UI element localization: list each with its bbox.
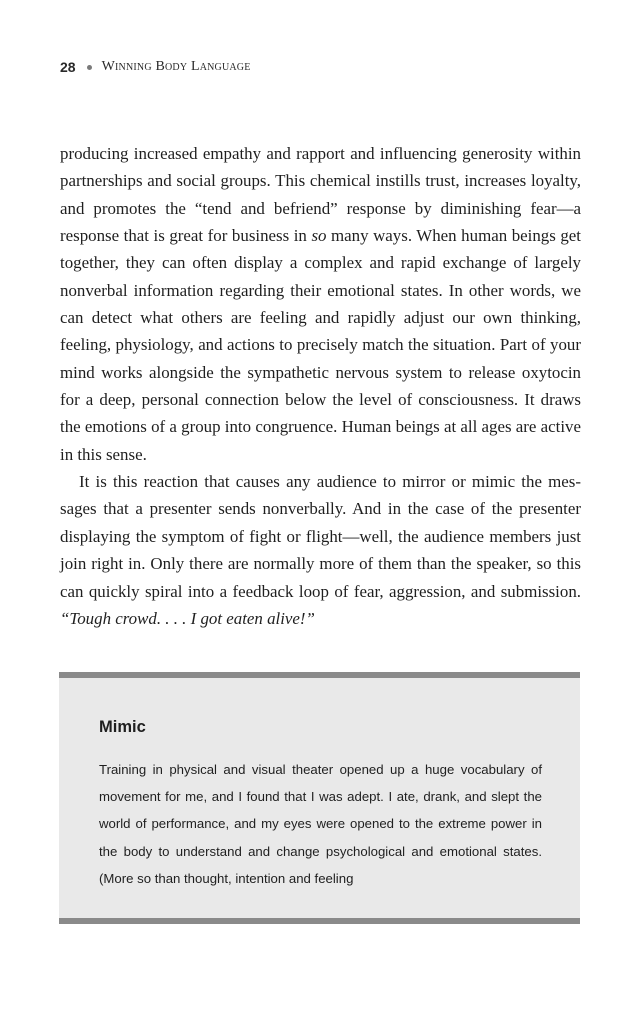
bullet-separator-icon — [87, 65, 92, 70]
running-head — [60, 58, 251, 76]
quote-tough-crowd: “Tough crowd. . . . I got eaten alive!” — [60, 608, 315, 628]
paragraph-2 — [60, 468, 581, 632]
emphasis-so: so — [311, 226, 327, 246]
sidebar-text: Training in physical and visual theater opened up a huge vocabulary of movement for me, and I found that I was adept. I ate, drank, and slept the world of performance, and my eyes were opened to the extreme power in the body to understand and change psychological and emotional states. (More so than thought, intention and feeling — [99, 762, 542, 886]
paragraph-2-text: It is this reaction that causes any audience to mirror or mimic the messages that a presenter sends nonverbally. And in the case of the presenter displaying the symptom of fight or flight—well, the audience members just join right in. Only there are normally more of them than the speaker, so this can quickly spiral into a feedback loop of fear, aggression, and submission. — [60, 472, 581, 601]
body-text — [60, 140, 581, 632]
sidebar-box — [59, 672, 580, 924]
sidebar-heading: Mimic — [99, 718, 146, 736]
paragraph-1-text-b: many ways. When human beings get together, they can often display a complex and rapid exchange of largely nonverbal information regarding their emotional states. In other words, we can detect what others are feeling and rapidly adjust our own thinking, feeling, physiology, and actions to precisely match the situation. Part of your mind works alongside the sympathetic nervous system to release oxytocin for a deep, personal connection below the level of consciousness. It draws the emotions of a group into congruence. Human beings at all ages are active in this sense. — [60, 226, 581, 464]
page-number: 28 — [60, 59, 76, 75]
paragraph-1 — [60, 140, 581, 468]
book-title: Winning Body Language — [101, 59, 251, 74]
paragraph-1-text-a: producing increased empathy and rapport and influencing generosity within partnerships and social groups. This chemical instills trust, increases loyalty, and promotes the “tend and befriend” response by diminishing fear—a response that is great for business in — [60, 144, 581, 246]
